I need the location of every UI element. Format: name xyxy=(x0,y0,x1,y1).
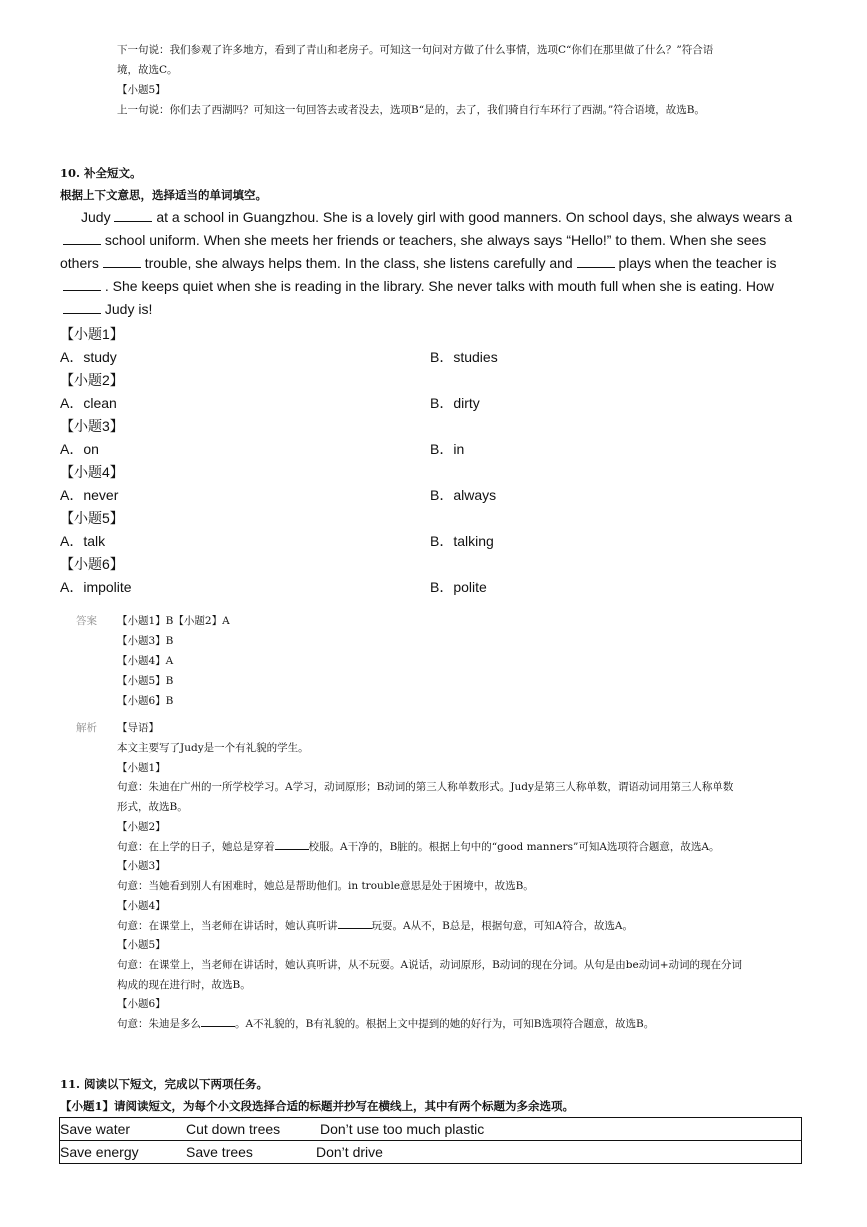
blank xyxy=(338,919,372,929)
blank-5[interactable] xyxy=(63,278,101,291)
passage-line4: . She keeps quiet when she is reading in the library. She never talks with mouth full when she is eating. How xyxy=(63,278,774,294)
item-label: 【小题4】 xyxy=(60,464,124,480)
option-b[interactable]: B．dirty xyxy=(430,395,480,411)
title-option: Cut down trees xyxy=(186,1121,281,1137)
option-a[interactable]: A．on xyxy=(60,441,99,457)
option-b[interactable]: B．always xyxy=(430,487,497,503)
option-b[interactable]: B．talking xyxy=(430,533,494,549)
table-row xyxy=(60,1118,802,1141)
analysis-line: 【导语】 xyxy=(117,722,159,734)
blank-1[interactable] xyxy=(114,209,152,222)
analysis-line: 【小题4】 xyxy=(117,900,166,912)
option-a[interactable]: A．study xyxy=(60,349,117,365)
answer-line: 【小题5】B xyxy=(117,675,174,687)
analysis-line: 构成的现在进行时，故选B。 xyxy=(117,979,251,991)
passage-line1: Judy at a school in Guangzhou. She is a lovely girl with good manners. On school days, she always wears a xyxy=(81,209,793,225)
analysis-line: 形式，故选B。 xyxy=(117,801,188,813)
q11-task1: 【小题1】请阅读短文，为每个小文段选择合适的标题并抄写在横线上，其中有两个标题为多余选项。 xyxy=(60,1099,574,1113)
answer-line: 【小题4】A xyxy=(117,655,174,667)
option-b[interactable]: B．polite xyxy=(430,579,487,595)
q11-heading: 11. 阅读以下短文，完成以下两项任务。 xyxy=(60,1077,269,1091)
prev-explanation-line1: 下一句说：我们参观了许多地方，看到了青山和老房子。可知这一句问对方做了什么事情，选项C“你们在那里做了什么？”符合语 xyxy=(117,44,714,56)
blank-3[interactable] xyxy=(103,255,141,268)
option-a[interactable]: A．never xyxy=(60,487,119,503)
q10-heading: 10. 补全短文。 xyxy=(60,166,142,180)
blank-6[interactable] xyxy=(63,301,101,314)
q10-instruction: 根据上下文意思，选择适当的单词填空。 xyxy=(60,188,267,202)
answer-label: 答案 xyxy=(76,615,97,627)
passage-line5: Judy is! xyxy=(63,301,152,317)
item-label: 【小题2】 xyxy=(60,372,124,388)
prev-explanation-line3: 上一句说：你们去了西湖吗？可知这一句回答去或者没去，选项B“是的，去了，我们骑自行车环行了西湖。”符合语境，故选B。 xyxy=(117,104,705,116)
analysis-line: 句意：在上学的日子，她总是穿着 校服。A干净的，B脏的。根据上句中的“good manners”可知A选项符合题意，故选A。 xyxy=(117,841,720,853)
answer-line: 【小题3】B xyxy=(117,635,174,647)
option-a[interactable]: A．clean xyxy=(60,395,117,411)
option-a[interactable]: A．talk xyxy=(60,533,106,549)
analysis-line: 【小题6】 xyxy=(117,998,166,1010)
analysis-line: 【小题2】 xyxy=(117,821,166,833)
blank xyxy=(275,840,309,850)
title-option: Save energy xyxy=(60,1144,139,1160)
prev-explanation-q5-label: 【小题5】 xyxy=(117,84,166,96)
item-label: 【小题3】 xyxy=(60,418,124,434)
option-a[interactable]: A．impolite xyxy=(60,579,132,595)
blank-4[interactable] xyxy=(577,255,615,268)
answer-line: 【小题6】B xyxy=(117,695,174,707)
table-row xyxy=(60,1141,802,1164)
analysis-line: 【小题3】 xyxy=(117,860,166,872)
analysis-line: 句意：当她看到别人有困难时，她总是帮助他们。in trouble意思是处于困境中，故选B。 xyxy=(117,880,534,892)
blank xyxy=(201,1017,235,1027)
title-option: Save water xyxy=(60,1121,131,1137)
option-b[interactable]: B．studies xyxy=(430,349,498,365)
passage-line3: others trouble, she always helps them. In the class, she listens carefully and plays when the teacher is xyxy=(60,255,777,271)
passage-line2: school uniform. When she meets her friends or teachers, she always says “Hello!” to them. When she sees xyxy=(63,232,766,248)
item-label: 【小题6】 xyxy=(60,556,124,572)
title-option: Save trees xyxy=(186,1144,253,1160)
analysis-line: 句意：朱迪在广州的一所学校学习。A学习，动词原形；B动词的第三人称单数形式。Judy是第三人称单数，谓语动词用第三人称单数 xyxy=(117,781,734,793)
title-options-table xyxy=(59,1117,802,1164)
analysis-line: 【小题5】 xyxy=(117,939,166,951)
analysis-line: 本文主要写了Judy是一个有礼貌的学生。 xyxy=(117,742,309,754)
analysis-line: 句意：在课堂上，当老师在讲话时，她认真听讲 玩耍。A从不，B总是，根据句意，可知A符合，故选A。 xyxy=(117,920,633,932)
prev-explanation-line2: 境，故选C。 xyxy=(117,64,178,76)
analysis-line: 句意：在课堂上，当老师在讲话时，她认真听讲，从不玩耍。A说话，动词原形，B动词的现在分词。从句是由be动词+动词的现在分词 xyxy=(117,959,743,971)
item-label: 【小题1】 xyxy=(60,326,124,342)
option-b[interactable]: B．in xyxy=(430,441,465,457)
analysis-line: 【小题1】 xyxy=(117,762,166,774)
analysis-label: 解析 xyxy=(76,722,97,734)
title-option: Don’t drive xyxy=(316,1144,383,1160)
answer-line: 【小题1】B【小题2】A xyxy=(117,615,230,627)
item-label: 【小题5】 xyxy=(60,510,124,526)
blank-2[interactable] xyxy=(63,232,101,245)
title-option: Don’t use too much plastic xyxy=(320,1121,485,1137)
analysis-line: 句意：朱迪是多么 。A不礼貌的，B有礼貌的。根据上文中提到的她的好行为，可知B选项符合题意，故选B。 xyxy=(117,1018,655,1030)
